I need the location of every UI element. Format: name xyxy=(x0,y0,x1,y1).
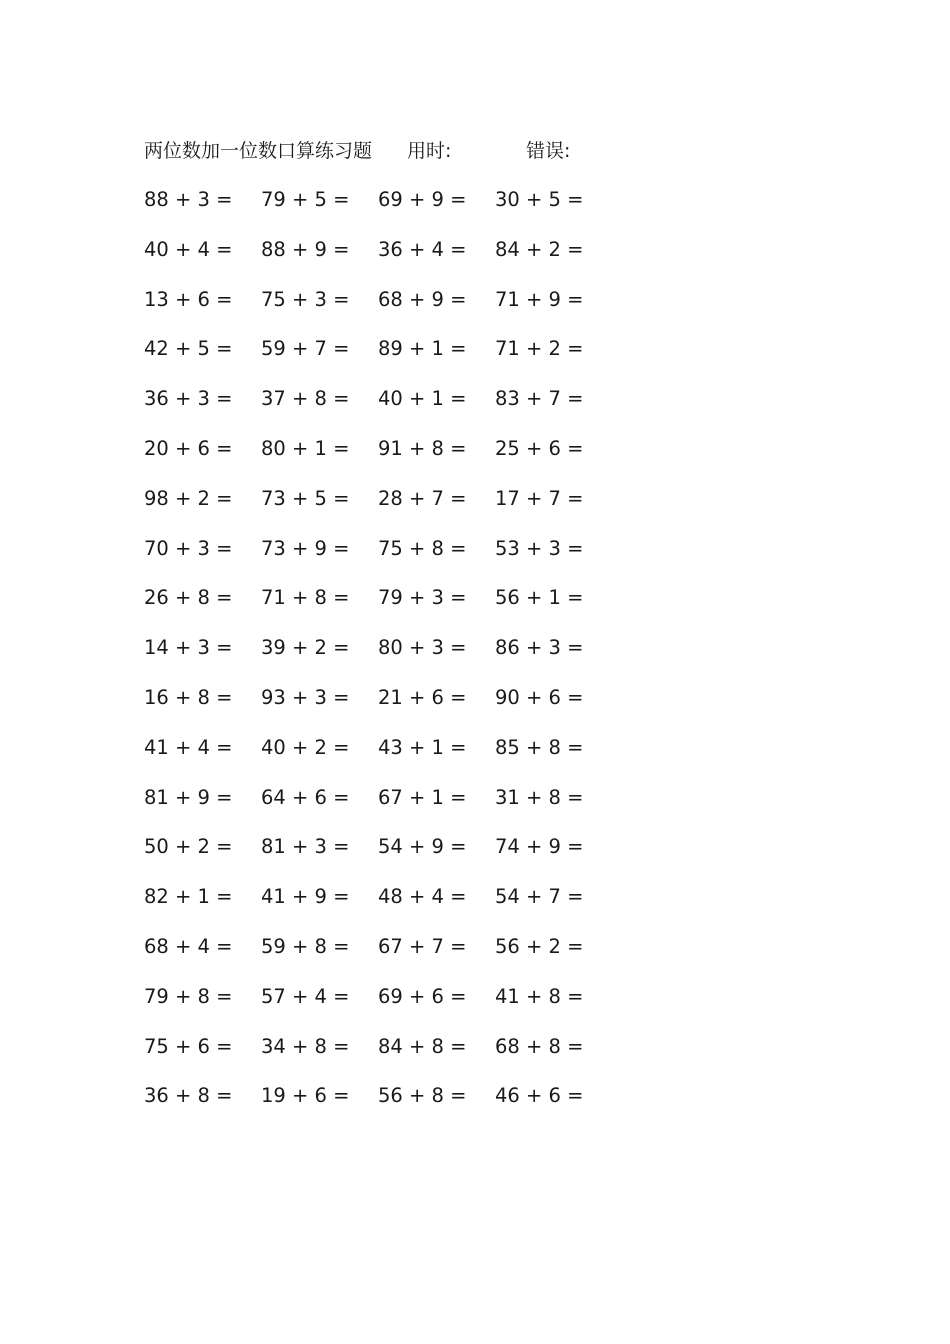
problem-item: 46 + 6 = xyxy=(495,1084,584,1108)
problem-item: 68 + 4 = xyxy=(144,934,233,958)
problem-item: 40 + 2 = xyxy=(261,735,350,759)
problem-item: 39 + 2 = xyxy=(261,636,350,660)
problem-item: 81 + 9 = xyxy=(144,785,233,809)
problem-item: 14 + 3 = xyxy=(144,636,233,660)
problem-row xyxy=(144,533,624,583)
problem-row xyxy=(144,1080,624,1130)
problem-item: 40 + 4 = xyxy=(144,237,233,261)
problem-row xyxy=(144,234,624,284)
problem-row xyxy=(144,483,624,533)
problem-item: 85 + 8 = xyxy=(495,735,584,759)
problem-item: 90 + 6 = xyxy=(495,685,584,709)
problem-item: 67 + 7 = xyxy=(378,934,467,958)
problem-item: 28 + 7 = xyxy=(378,486,467,510)
errors-label: 错误: xyxy=(526,140,571,162)
problem-item: 75 + 6 = xyxy=(144,1034,233,1058)
problem-item: 91 + 8 = xyxy=(378,436,467,460)
problem-item: 89 + 1 = xyxy=(378,337,467,361)
problem-item: 79 + 8 = xyxy=(144,984,233,1008)
problem-item: 42 + 5 = xyxy=(144,337,233,361)
problem-row xyxy=(144,383,624,433)
problem-item: 41 + 9 = xyxy=(261,885,350,909)
time-label: 用时: xyxy=(407,140,452,162)
problem-row xyxy=(144,881,624,931)
problem-item: 20 + 6 = xyxy=(144,436,233,460)
problem-row xyxy=(144,333,624,383)
worksheet-header xyxy=(144,136,704,166)
problem-item: 53 + 3 = xyxy=(495,536,584,560)
problem-item: 69 + 6 = xyxy=(378,984,467,1008)
problem-item: 70 + 3 = xyxy=(144,536,233,560)
problem-item: 40 + 1 = xyxy=(378,387,467,411)
problem-item: 56 + 8 = xyxy=(378,1084,467,1108)
problem-item: 17 + 7 = xyxy=(495,486,584,510)
problem-item: 19 + 6 = xyxy=(261,1084,350,1108)
problem-item: 68 + 8 = xyxy=(495,1034,584,1058)
problem-item: 56 + 1 = xyxy=(495,586,584,610)
worksheet-title: 两位数加一位数口算练习题 xyxy=(144,140,373,162)
problem-row xyxy=(144,184,624,234)
problem-item: 75 + 3 = xyxy=(261,287,350,311)
problem-item: 84 + 2 = xyxy=(495,237,584,261)
problem-item: 37 + 8 = xyxy=(261,387,350,411)
problem-row xyxy=(144,632,624,682)
problem-item: 64 + 6 = xyxy=(261,785,350,809)
problem-item: 69 + 9 = xyxy=(378,188,467,211)
problem-item: 56 + 2 = xyxy=(495,934,584,958)
problem-item: 79 + 3 = xyxy=(378,586,467,610)
problem-item: 74 + 9 = xyxy=(495,835,584,859)
problem-item: 75 + 8 = xyxy=(378,536,467,560)
problem-row xyxy=(144,582,624,632)
problem-row xyxy=(144,931,624,981)
problem-row xyxy=(144,284,624,334)
problem-item: 80 + 3 = xyxy=(378,636,467,660)
problem-item: 26 + 8 = xyxy=(144,586,233,610)
problem-item: 81 + 3 = xyxy=(261,835,350,859)
problem-item: 71 + 9 = xyxy=(495,287,584,311)
problem-item: 43 + 1 = xyxy=(378,735,467,759)
problem-item: 93 + 3 = xyxy=(261,685,350,709)
problem-item: 41 + 4 = xyxy=(144,735,233,759)
problem-item: 36 + 3 = xyxy=(144,387,233,411)
problem-row xyxy=(144,433,624,483)
problem-item: 59 + 7 = xyxy=(261,337,350,361)
problem-row xyxy=(144,682,624,732)
problem-item: 68 + 9 = xyxy=(378,287,467,311)
problem-item: 48 + 4 = xyxy=(378,885,467,909)
problem-item: 80 + 1 = xyxy=(261,436,350,460)
problem-item: 25 + 6 = xyxy=(495,436,584,460)
problem-item: 54 + 7 = xyxy=(495,885,584,909)
problem-item: 59 + 8 = xyxy=(261,934,350,958)
problem-item: 79 + 5 = xyxy=(261,188,350,211)
problem-item: 82 + 1 = xyxy=(144,885,233,909)
problem-item: 73 + 9 = xyxy=(261,536,350,560)
problem-item: 88 + 9 = xyxy=(261,237,350,261)
problem-item: 88 + 3 = xyxy=(144,188,233,211)
problem-row xyxy=(144,782,624,832)
problem-row xyxy=(144,732,624,782)
problem-item: 16 + 8 = xyxy=(144,685,233,709)
problem-item: 57 + 4 = xyxy=(261,984,350,1008)
problem-item: 71 + 2 = xyxy=(495,337,584,361)
problem-item: 36 + 4 = xyxy=(378,237,467,261)
problem-item: 67 + 1 = xyxy=(378,785,467,809)
problem-item: 30 + 5 = xyxy=(495,188,584,211)
problem-item: 83 + 7 = xyxy=(495,387,584,411)
problem-item: 41 + 8 = xyxy=(495,984,584,1008)
problem-row xyxy=(144,1031,624,1081)
problem-item: 50 + 2 = xyxy=(144,835,233,859)
problem-item: 31 + 8 = xyxy=(495,785,584,809)
problem-row xyxy=(144,981,624,1031)
problem-item: 98 + 2 = xyxy=(144,486,233,510)
problem-item: 36 + 8 = xyxy=(144,1084,233,1108)
problem-item: 13 + 6 = xyxy=(144,287,233,311)
problem-item: 21 + 6 = xyxy=(378,685,467,709)
problem-item: 34 + 8 = xyxy=(261,1034,350,1058)
problem-item: 86 + 3 = xyxy=(495,636,584,660)
problem-item: 73 + 5 = xyxy=(261,486,350,510)
problem-item: 71 + 8 = xyxy=(261,586,350,610)
problem-row xyxy=(144,831,624,881)
problem-item: 84 + 8 = xyxy=(378,1034,467,1058)
problem-item: 54 + 9 = xyxy=(378,835,467,859)
problem-grid xyxy=(144,184,624,1130)
